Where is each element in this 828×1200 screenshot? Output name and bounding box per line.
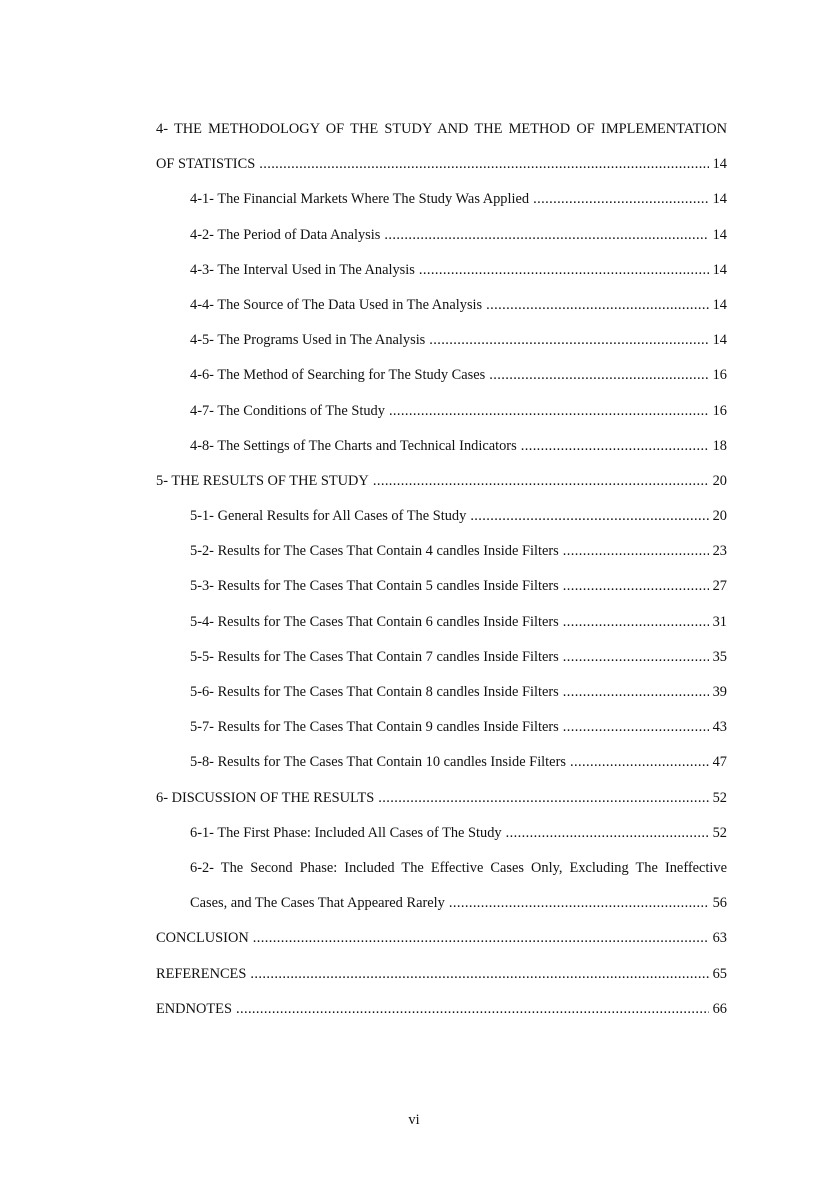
toc-entry-title: 5-4- Results for The Cases That Contain 6 candles Inside Filters bbox=[190, 613, 559, 630]
toc-entry-title: 5-2- Results for The Cases That Contain 4 candles Inside Filters bbox=[190, 543, 559, 560]
dot-leader bbox=[470, 499, 708, 534]
toc-page-number: 14 bbox=[712, 156, 727, 173]
toc-page-number: 31 bbox=[712, 613, 727, 630]
toc-entry-title: 4-6- The Method of Searching for The Study Cases bbox=[190, 367, 486, 384]
dot-leader bbox=[570, 745, 709, 780]
dot-leader bbox=[429, 323, 708, 358]
dot-leader bbox=[563, 569, 709, 604]
toc-page-number: 14 bbox=[712, 332, 727, 349]
toc-entry-5-2 bbox=[190, 534, 727, 569]
dot-leader bbox=[384, 218, 708, 253]
toc-page-number: 52 bbox=[712, 824, 727, 841]
toc-entry-title: 4-8- The Settings of The Charts and Technical Indicators bbox=[190, 437, 517, 454]
toc-entry-title: 5-1- General Results for All Cases of The Study bbox=[190, 508, 467, 525]
toc-page-number: 52 bbox=[712, 789, 727, 806]
dot-leader bbox=[250, 957, 708, 992]
toc-entry-4 bbox=[156, 147, 727, 182]
toc-entry-5-8 bbox=[190, 745, 727, 780]
toc-entry-4-7 bbox=[190, 394, 727, 429]
toc-entry-title: 4-2- The Period of Data Analysis bbox=[190, 226, 381, 243]
toc-entry-6-2-line1 bbox=[190, 851, 727, 886]
dot-leader bbox=[253, 921, 709, 956]
dot-leader bbox=[563, 675, 709, 710]
toc-entry-5-6 bbox=[190, 675, 727, 710]
dot-leader bbox=[449, 886, 709, 921]
dot-leader bbox=[563, 605, 709, 640]
toc-page-number: 39 bbox=[712, 684, 727, 700]
page-number-footer: vi bbox=[408, 1112, 420, 1128]
dot-leader bbox=[236, 992, 709, 1027]
toc-entry-6-1 bbox=[190, 816, 727, 851]
toc-page-number: 14 bbox=[712, 191, 727, 208]
toc-entry-4-line1 bbox=[156, 112, 727, 147]
dot-leader bbox=[419, 253, 709, 288]
toc-entry-5 bbox=[156, 464, 727, 499]
dot-leader bbox=[259, 147, 708, 182]
toc-entry-title: 6-1- The First Phase: Included All Cases of The Study bbox=[190, 824, 502, 841]
toc-entry-title: 4- THE METHODOLOGY OF THE STUDY AND THE METHOD OF IMPLEMENTATION bbox=[156, 121, 727, 137]
toc-entry-title: CONCLUSION bbox=[156, 930, 249, 947]
toc-page-number: 65 bbox=[712, 965, 727, 982]
toc-page-number: 23 bbox=[712, 543, 727, 560]
toc-entry-4-4 bbox=[190, 288, 727, 323]
dot-leader bbox=[533, 182, 709, 217]
toc-entry-title: 5-6- Results for The Cases That Contain 8 candles Inside Filters bbox=[190, 684, 559, 700]
toc-entry-6-2 bbox=[190, 886, 727, 921]
toc-entry-title: 6- DISCUSSION OF THE RESULTS bbox=[156, 789, 375, 806]
toc-entry-4-5 bbox=[190, 323, 727, 358]
toc-page-number: 14 bbox=[712, 261, 727, 278]
toc-entry-title: 5-3- Results for The Cases That Contain 5 candles Inside Filters bbox=[190, 578, 559, 595]
toc-entry-5-1 bbox=[190, 499, 727, 534]
dot-leader bbox=[563, 534, 709, 569]
toc-entry-4-2 bbox=[190, 218, 727, 253]
toc-entry-title: 5-7- Results for The Cases That Contain 9 candles Inside Filters bbox=[190, 719, 559, 736]
toc-entry-references bbox=[156, 957, 727, 992]
toc-page-number: 35 bbox=[712, 648, 727, 665]
toc-entry-4-6 bbox=[190, 358, 727, 393]
toc-entry-4-3 bbox=[190, 253, 727, 288]
toc-entry-title: 4-5- The Programs Used in The Analysis bbox=[190, 332, 426, 349]
toc-entry-title: 5- THE RESULTS OF THE STUDY bbox=[156, 472, 369, 489]
table-of-contents bbox=[156, 112, 727, 1027]
toc-entry-5-5 bbox=[190, 640, 727, 675]
toc-page-number: 47 bbox=[712, 754, 727, 771]
toc-page-number: 16 bbox=[712, 402, 727, 419]
dot-leader bbox=[373, 464, 709, 499]
toc-entry-5-3 bbox=[190, 569, 727, 604]
toc-page-number: 27 bbox=[712, 578, 727, 595]
toc-entry-title: 4-3- The Interval Used in The Analysis bbox=[190, 261, 415, 278]
toc-entry-title: OF STATISTICS bbox=[156, 156, 256, 173]
toc-page-number: 56 bbox=[712, 895, 727, 912]
toc-entry-title: REFERENCES bbox=[156, 965, 247, 982]
dot-leader bbox=[389, 394, 709, 429]
toc-page-number: 43 bbox=[712, 719, 727, 736]
toc-entry-title: 6-2- The Second Phase: Included The Effective Cases Only, Excluding The Ineffective bbox=[190, 859, 727, 876]
toc-page-number: 20 bbox=[712, 472, 727, 489]
toc-page-number: 18 bbox=[712, 437, 727, 454]
dot-leader bbox=[521, 429, 709, 464]
toc-page-number: 66 bbox=[712, 1000, 727, 1017]
toc-entry-5-7 bbox=[190, 710, 727, 745]
toc-entry-conclusion bbox=[156, 921, 727, 956]
toc-entry-title: 4-4- The Source of The Data Used in The Analysis bbox=[190, 296, 483, 313]
toc-entry-5-4 bbox=[190, 605, 727, 640]
toc-entry-4-8 bbox=[190, 429, 727, 464]
dot-leader bbox=[563, 710, 709, 745]
toc-page-number: 20 bbox=[712, 508, 727, 525]
toc-entry-4-1 bbox=[190, 182, 727, 217]
dot-leader bbox=[563, 640, 709, 675]
toc-page-number: 63 bbox=[712, 930, 727, 947]
toc-page-number: 14 bbox=[712, 296, 727, 313]
toc-entry-title: 4-1- The Financial Markets Where The Study Was Applied bbox=[190, 191, 530, 208]
toc-entry-title: 5-5- Results for The Cases That Contain 7 candles Inside Filters bbox=[190, 648, 559, 665]
toc-entry-title: Cases, and The Cases That Appeared Rarely bbox=[190, 895, 445, 912]
dot-leader bbox=[486, 288, 708, 323]
toc-entry-title: ENDNOTES bbox=[156, 1000, 232, 1017]
toc-entry-title: 5-8- Results for The Cases That Contain 10 candles Inside Filters bbox=[190, 754, 566, 771]
dot-leader bbox=[378, 781, 708, 816]
dot-leader bbox=[489, 358, 708, 393]
toc-entry-endnotes bbox=[156, 992, 727, 1027]
toc-page-number: 14 bbox=[712, 226, 727, 243]
toc-entry-title: 4-7- The Conditions of The Study bbox=[190, 402, 385, 419]
dot-leader bbox=[506, 816, 709, 851]
toc-page-number: 16 bbox=[712, 367, 727, 384]
toc-entry-6 bbox=[156, 781, 727, 816]
